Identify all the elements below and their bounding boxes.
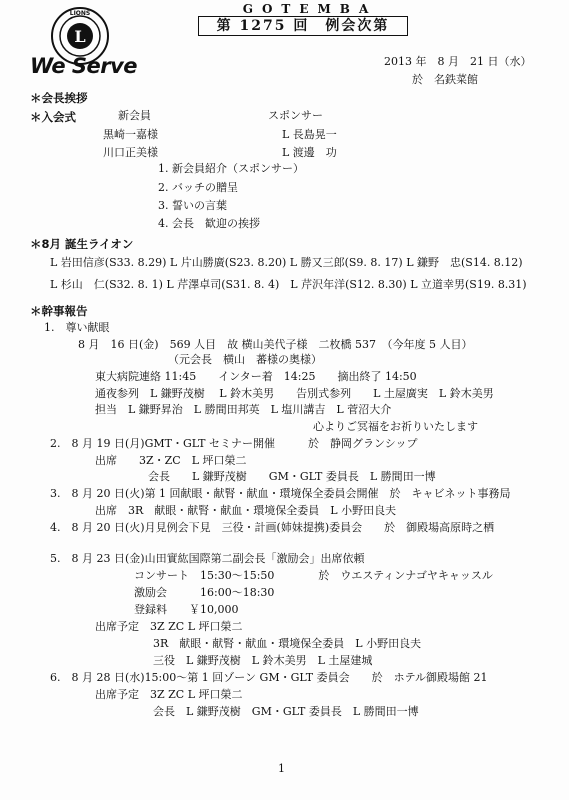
meeting-date: 2013 年 8 月 21 日（水）	[384, 55, 532, 68]
item-5-title: 5. 8 月 23 日(金)山田實紘国際第二副会長「激励会」出席依頼	[50, 552, 365, 565]
we-serve-slogan: We Serve	[30, 54, 138, 78]
sponsor-1: L 長島晃一	[282, 128, 337, 141]
member-1: 黒崎一嘉様	[103, 128, 158, 141]
col-new-member: 新会員	[118, 109, 151, 122]
item-1-title: 1. 尊い献眼	[44, 321, 110, 334]
step-4: 4. 会長 歓迎の挨拶	[158, 217, 260, 230]
section-birthday: ＊8月 誕生ライオン	[30, 237, 134, 251]
item-1-line-5: 担当 L 鎌野昇治 L 勝間田邦英 L 塩川講吉 L 菅沼大介	[95, 403, 392, 416]
item-3-line-1: 出席 3R 献眼・献腎・献血・環境保全委員 L 小野田良夫	[95, 504, 397, 517]
step-2: 2. バッチの贈呈	[158, 181, 238, 194]
item-5-line-6: 三役 L 鎌野茂樹 L 鈴木美男 L 土屋建城	[153, 654, 373, 667]
svg-text:LIONS: LIONS	[69, 10, 91, 17]
member-2: 川口正美様	[103, 146, 158, 159]
item-1-line-4: 通夜参列 L 鎌野茂樹 L 鈴木美男 告別式参列 L 土屋廣実 L 鈴木美男	[95, 387, 494, 400]
item-6-line-1: 出席予定 3Z ZC L 坪口榮二	[95, 688, 243, 701]
svg-text:L: L	[74, 27, 86, 46]
section-admission: ＊入会式	[30, 110, 76, 124]
sponsor-2: L 渡邊 功	[282, 146, 337, 159]
step-1: 1. 新会員紹介（スポンサー）	[158, 162, 304, 175]
item-1-line-6: 心よりご冥福をお祈りいたします	[313, 420, 478, 433]
item-2-line-1: 出席 3Z・ZC L 坪口榮二	[95, 454, 247, 467]
item-1-line-3: 東大病院連絡 11:45 インター着 14:25 摘出終了 14:50	[95, 370, 417, 383]
club-name: GOTEMBA	[242, 2, 378, 16]
meeting-venue: 於 名鉄菜館	[412, 73, 478, 86]
item-5-line-1: コンサート 15:30～15:50 於 ウエスティンナゴヤキャッスル	[134, 569, 493, 582]
section-secretary: ＊幹事報告	[30, 304, 88, 318]
item-5-line-4: 出席予定 3Z ZC L 坪口榮二	[95, 620, 243, 633]
page-number: 1	[278, 762, 285, 775]
item-1-line-1: 8 月 16 日(金) 569 人目 故 横山美代子様 二枚橋 537 （今年度 5 人目）	[78, 338, 473, 351]
birthday-row-1: L 岩田信彦(S33. 8.29) L 片山勝廣(S23. 8.20) L 勝又三郎(S9. 8. 17) L 鎌野 忠(S14. 8.12)	[50, 256, 523, 269]
col-sponsor: スポンサー	[268, 109, 323, 122]
item-5-line-5: 3R 献眼・献腎・献血・環境保全委員 L 小野田良夫	[153, 637, 422, 650]
step-3: 3. 誓いの言葉	[158, 199, 227, 212]
item-4-title: 4. 8 月 20 日(火)月見例会下見 三役・計画(姉妹提携)委員会 於 御殿場高原時之栖	[50, 521, 495, 534]
page-title: 第 1275 回 例会次第	[198, 16, 408, 36]
item-2-line-2: 会長 L 鎌野茂樹 GM・GLT 委員長 L 勝間田一博	[148, 470, 436, 483]
item-1-line-2: （元会長 横山 蕃様の奥様）	[168, 353, 322, 366]
section-president: ＊会長挨拶	[30, 91, 88, 105]
item-5-line-3: 登録料 ￥10,000	[134, 603, 239, 616]
item-6-line-2: 会長 L 鎌野茂樹 GM・GLT 委員長 L 勝間田一博	[153, 705, 419, 718]
item-2-title: 2. 8 月 19 日(月)GMT・GLT セミナー開催 於 静岡グランシップ	[50, 437, 418, 450]
item-5-line-2: 激励会 16:00～18:30	[134, 586, 275, 599]
item-3-title: 3. 8 月 20 日(火)第 1 回献眼・献腎・献血・環境保全委員会開催 於 キャビネット事務局	[50, 487, 511, 500]
birthday-row-2: L 杉山 仁(S32. 8. 1) L 芹澤卓司(S31. 8. 4) L 芹沢年洋(S12. 8.30) L 立道幸男(S19. 8.31)	[50, 278, 527, 291]
item-6-title: 6. 8 月 28 日(水)15:00～第 1 回ゾーン GM・GLT 委員会 於 ホテル御殿場館 21	[50, 671, 488, 684]
